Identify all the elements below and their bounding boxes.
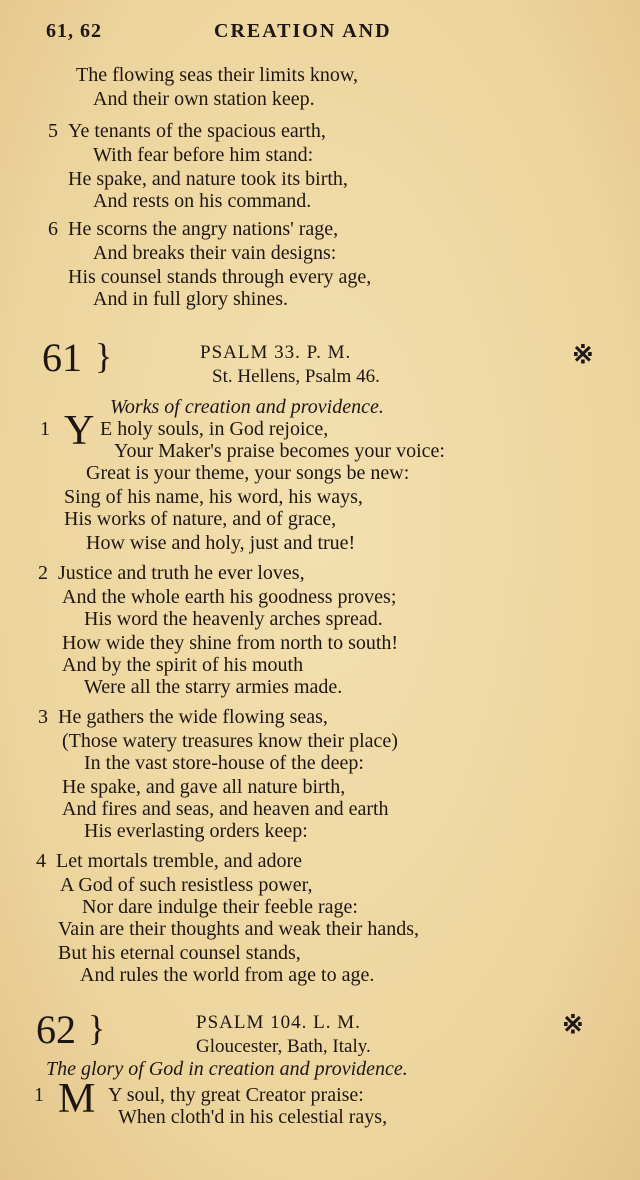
verse-line: He spake, and nature took its birth, (68, 168, 348, 190)
verse-line: Vain are their thoughts and weak their hands, (58, 918, 420, 940)
verse-number: 6 (48, 218, 58, 240)
verse-line: His word the heavenly arches spread. (84, 608, 383, 630)
verse-line: Great is your theme, your songs be new: (86, 462, 410, 484)
verse-number: 4 (36, 850, 46, 872)
verse-line: And by the spirit of his mouth (62, 654, 304, 676)
psalm-title: PSALM 33. P. M. (200, 342, 352, 363)
asterism-icon: ※ (562, 1010, 584, 1039)
tune-names: Gloucester, Bath, Italy. (196, 1036, 371, 1057)
verse-line: E holy souls, in God rejoice, (100, 418, 329, 440)
verse-line: When cloth'd in his celestial rays, (118, 1106, 388, 1128)
verse-line: And in full glory shines. (93, 288, 288, 310)
verse-line: (Those watery treasures know their place) (62, 730, 398, 752)
verse-line: Sing of his name, his word, his ways, (64, 486, 363, 508)
verse-line: With fear before him stand: (93, 144, 314, 166)
verse-line: The flowing seas their limits know, (76, 64, 358, 86)
verse-line: His works of nature, and of grace, (64, 508, 337, 530)
verse-line: Let mortals tremble, and adore (56, 850, 303, 872)
verse-line: A God of such resistless power, (60, 874, 313, 896)
verse-line: And rules the world from age to age. (80, 964, 375, 986)
running-title: CREATION AND (214, 20, 392, 42)
verse-line: And the whole earth his goodness proves; (62, 586, 397, 608)
verse-line: Nor dare indulge their feeble rage: (82, 896, 358, 918)
verse-number: 3 (38, 706, 48, 728)
verse-line: Y soul, thy great Creator praise: (108, 1084, 364, 1106)
verse-number: 1 (40, 418, 50, 440)
psalm-subtitle: The glory of God in creation and providence. (46, 1058, 408, 1080)
verse-number: 2 (38, 562, 48, 584)
verse-line: And their own station keep. (93, 88, 315, 110)
verse-line: Were all the starry armies made. (84, 676, 343, 698)
verse-line: Ye tenants of the spacious earth, (68, 120, 326, 142)
hymn-number: 62 (36, 1007, 76, 1052)
tune-names: St. Hellens, Psalm 46. (212, 366, 380, 387)
verse-line: He spake, and gave all nature birth, (62, 776, 346, 798)
verse-line: His everlasting orders keep: (84, 820, 308, 842)
drop-cap: Y (64, 408, 95, 454)
psalm-title: PSALM 104. L. M. (196, 1012, 361, 1033)
verse-line: And fires and seas, and heaven and earth (62, 798, 389, 820)
verse-line: And rests on his command. (93, 190, 312, 212)
verse-number: 1 (34, 1084, 44, 1106)
verse-line: He scorns the angry nations' rage, (68, 218, 339, 240)
verse-line: In the vast store-house of the deep: (84, 752, 364, 774)
verse-line: And breaks their vain designs: (93, 242, 337, 264)
drop-cap: M (58, 1076, 96, 1122)
brace-ornament: } (95, 336, 113, 376)
verse-line: Your Maker's praise becomes your voice: (114, 440, 445, 462)
verse-number: 5 (48, 120, 58, 142)
asterism-icon: ※ (572, 340, 594, 369)
psalm-subtitle: Works of creation and providence. (110, 396, 384, 418)
brace-ornament: } (88, 1008, 106, 1048)
verse-line: Justice and truth he ever loves, (58, 562, 305, 584)
verse-line: How wide they shine from north to south! (62, 632, 399, 654)
hymn-number: 61 (42, 335, 82, 380)
verse-line: But his eternal counsel stands, (58, 942, 301, 964)
verse-line: How wise and holy, just and true! (86, 532, 356, 554)
verse-line: He gathers the wide flowing seas, (58, 706, 328, 728)
verse-line: His counsel stands through every age, (68, 266, 372, 288)
page-numbers: 61, 62 (46, 20, 102, 42)
